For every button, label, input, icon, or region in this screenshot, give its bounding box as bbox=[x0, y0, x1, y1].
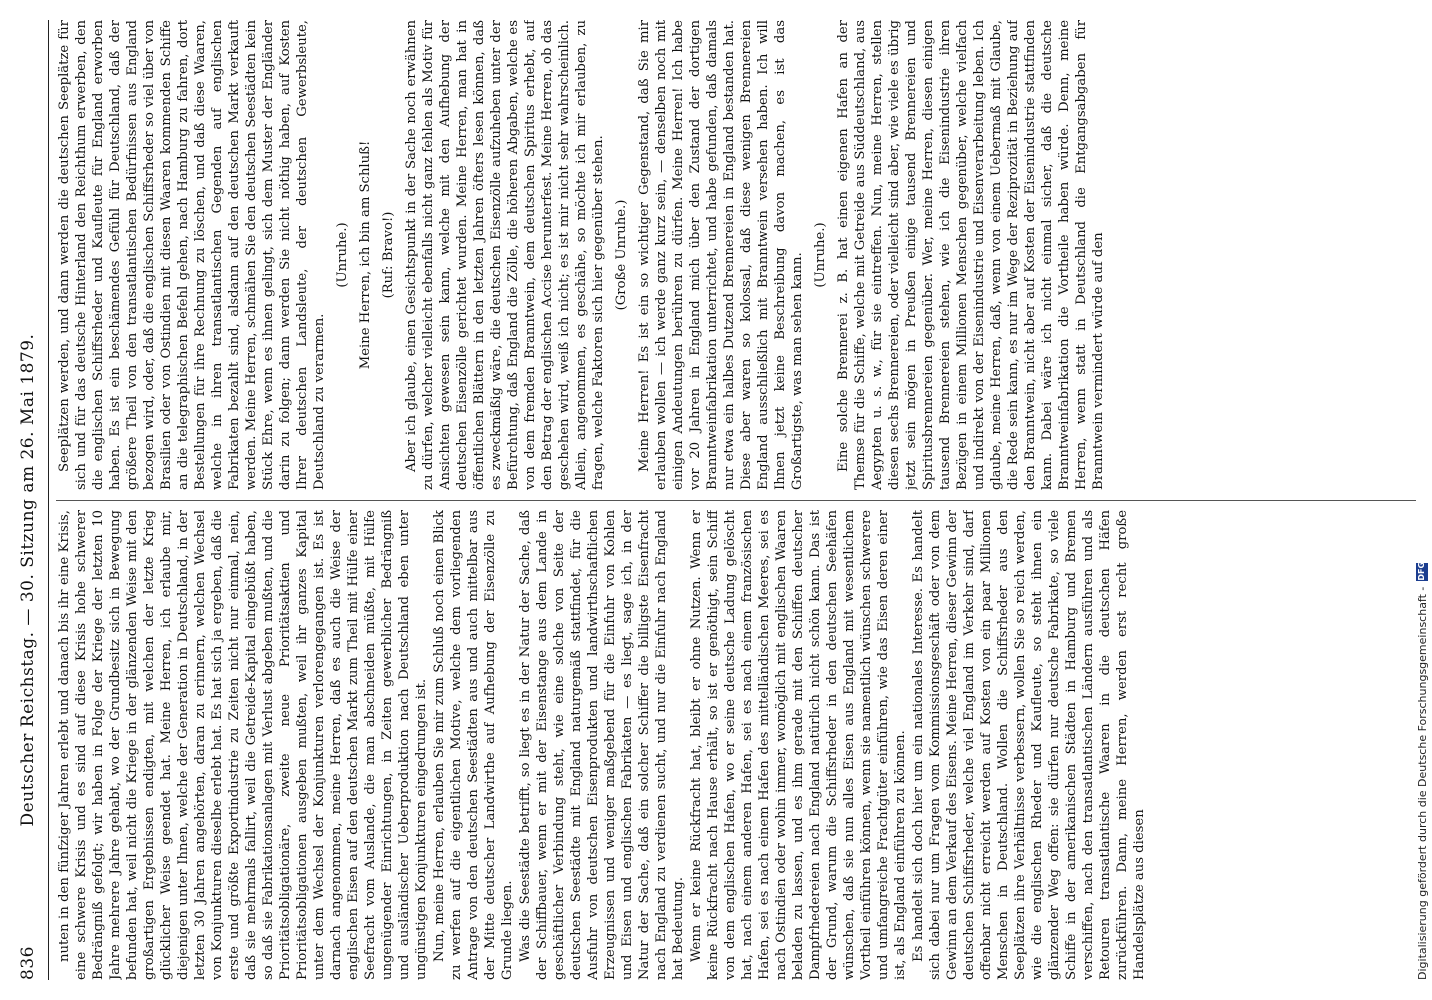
remark: (Unruhe.) bbox=[813, 222, 828, 288]
running-title: Deutscher Reichstag. — 30. Sitzung am 26. Mai 1879. bbox=[18, 333, 38, 827]
page-header bbox=[10, 20, 46, 980]
paragraph: Was die Seestädte betrifft, so liegt es in der Natur der Sache, daß der Schiffbauer, wenn er mit der Eisenstange aus dem Lande in geschäftlicher Verbindung steht, wie eine solche von Seite der deutschen Seestädte mit England naturgemäß stattfindet, für die Ausfuhr von deutschen Eisenprodukten und landwirthschaftlichen Erzeugnissen und weniger maßgebend für die Einfuhr von Kohlen und Eisen und englischen Fabrikaten — es liegt, sage ich, in der Natur der Sache, daß ein solcher Schiffer die billigste Eisenfracht nach England zu verdienen sucht, und nur die Einfuhr nach England hat Bedeutung. bbox=[518, 510, 686, 980]
column-divider bbox=[56, 500, 1416, 501]
paragraph: Eine solche Brennerei z. B. hat einen eigenen Hafen an der Themse für die Schiffe, welche mit Getreide aus Süddeutschland, aus Aegypten u. s. w., für sie eintreffen. Nun, meine Herren, stellen diesen sechs Brennereien, oder vielleicht sind aber, wie viele es übrig jetzt sein mögen in Preußen einige tausend Brennereien und Spiritusbrennereien gegenüber. Wer, meine Herren, diesen einigen tausend Brennereien stehen, wie ich die Eisenindustrie ihren Bezügen in einem Millionen Menschen gegenüber, welche vielfach und indirekt von der Eisenindustrie und Eisenverarbeitung leben. Ich glaube, meine Herren, daß, wenn von einem Uebermaß mit Glaube, die Rede sein kann, es nur im Wege der Reziprozität in Beziehung auf den Branntwein, nicht aber auf Kosten der Eisenindustrie stattfinden kann. Dabei wäre ich nicht einmal sicher, daß die deutsche Branntweinfabrikation die Vortheile haben würde. Denn, meine Herren, wenn statt in Deutschland die Entgangsabgaben für Branntwein vermindert würde auf den bbox=[836, 20, 1106, 490]
paragraph: Meine Herren! Es ist ein so wichtiger Gegenstand, daß Sie mir erlauben wollen — ich werde ganz kurz sein, — denselben noch mit einigen Andeutungen berühren zu dürfen. Meine Herren! Ich habe vor 20 Jahren in England mich über den Zustand der dortigen Branntweinfabrikation unterrichtet, und habe gefunden, daß damals nur etwa ein halbes Dutzend Brennereien in England bestanden hat. Diese aber waren so kolossal, daß diese wenigen Brennereien England ausschließlich mit Branntwein versehen haben. Ich will Ihnen jetzt keine Beschreibung davon machen, es ist das Großartigste, was man sehen kann. bbox=[637, 20, 805, 490]
digitization-note: Digitalisierung gefördert durch die Deutsche Forschungsgemeinschaft - bbox=[1415, 586, 1429, 980]
text-columns bbox=[56, 20, 1416, 980]
paragraph: Es handelt sich doch hier um ein nationales Interesse. Es handelt sich dabei nur um Fragen vom Kommissionsgeschäft oder von dem Gewinn an dem Verkauf des Eisens. Meine Herren, dieser Gewinn der deutschen Schiffsrheder, welche viel England im Verkehr sind, darf offenbar nicht erreicht werden auf Kosten von ein paar Millionen Menschen in Deutschland. Wollen die Schiffsrheder aus den Seeplätzen ihre Verhältnisse verbessern, wollen Sie so reich werden, wie die englischen Rheder und Kaufleute, so steht ihnen ein glänzender Weg offen: sie dürfen nur deutsche Fabrikate, so viele Schiffe in der amerikanischen Städten in Hamburg und Bremen verschiffen, nach den transatlantischen Ländern ausführen und als Retouren transatlantische Waaren in die deutschen Häfen zurückführen. Dann, meine Herren, werden erst recht große Handelsplätze aus diesen bbox=[911, 510, 1147, 980]
paragraph: Aber ich glaube, einen Gesichtspunkt in der Sache noch erwähnen zu dürfen, welcher vielleicht ebenfalls nicht ganz fehlen als Motiv für Ansichten gewesen sein kann, welche mit den Aufhebung der deutschen Eisenzölle gerichtet wurden. Meine Herren, man hat in öffentlichen Blättern in den letzten Jahren öfters lesen können, daß es zweckmäßig wäre, die deutschen Eisenzölle aufzuheben unter der Befürchtung, daß England die Zölle, die höheren Abgaben, welche es von dem fremden Branntwein, dem deutschen Spiritus erhebt, auf den Betrag der englischen Accise herunterfest. Meine Herren, ob das geschehen wird, weiß ich nicht; es ist mir nicht sehr wahrscheinlich. Allein, angenommen, es geschähe, so möchte ich mir erlauben, zu fragen, welche Faktoren sich hier gegenüber stehen. bbox=[404, 20, 606, 490]
paragraph: Wenn er keine Rückfracht hat, bleibt er ohne Nutzen. Wenn er keine Rückfracht nach Hause erhält, so ist er genöthigt, sein Schiff von dem englischen Hafen, wo er seine deutsche Ladung gelöscht hat, nach einem anderen Hafen, sei es nach einem französischen Hafen, sei es nach einem Hafen des mittelländischen Meeres, sei es nach Ostindien oder wohin immer, womöglich mit englischen Waaren beladen zu lassen, und es ihm gerade mit den Schiffen deutscher Dampfrhedereien nach England natürlich nicht schön kann. Das ist der Grund, warum die Schiffsrheder in den deutschen Seehäfen wünschen, daß sie nun alles Eisen aus England mit wesentlichem Vortheil einführen können, wenn sie namentlich wünschen schwerere und umfangreiche Frachtgüter einführen, wie das Eisen deren einer ist, als England einführen zu können. bbox=[689, 510, 908, 980]
remark: (Große Unruhe.) bbox=[614, 199, 629, 311]
digitization-footer bbox=[1414, 20, 1430, 980]
paragraph: Meine Herren, ich bin am Schluß! bbox=[358, 140, 373, 370]
page-number: 836 bbox=[18, 946, 38, 980]
remark: (Ruf: Bravo!) bbox=[381, 211, 396, 299]
remark: (Unruhe.) bbox=[335, 222, 350, 288]
right-column bbox=[56, 20, 1416, 490]
header-rule bbox=[48, 20, 49, 980]
paragraph: nuten in den fünfziger Jahren erlebt und danach bis ihr eine Krisis, eine schwere Krisis und es sind auf diese Krisis hohe schwerer Bedrängniß gefolgt; wir haben in Folge der Kriege der letzten 10 Jahre mehrere Jahre gehabt, wo der Grundbesitz sich in Bewegung befunden hat, weil nicht die Kriege in der glänzenden Weise mit den großartigen Ergebnissen endigten, mit welchen der letzte Krieg glücklicher Weise geendet hat. Meine Herren, ich erlaube mir, diejenigen unter Ihnen, welche der Generation in Deutschland, in der letzten 30 Jahren angehörten, daran zu erinnern, welchen Wechsel von Konjunkturen dieselbe erlebt hat. Es hat sich ja ergeben, daß die erste und größte Exportindustrie zu Zeiten nicht nur einmal, nein, daß sie mehrmals fallirt, weil die Getreide-Kapital eingebüßt haben, so daß sie Fabrikationsanlagen mit Verlust abgeben mußten, und die Prioritätsobligationäre, zweite neue Prioritätsaktien und Prioritätsobligationen ausgeben mußten, weil ihr ganzes Kapital unter dem Wechsel der Konjunkturen verlorengegangen ist. Es ist darnach angenommen, meine Herren, daß es auch die Weise der englischen Eisen auf den deutschen Markt zum Theil mit Hülfe einer Seefracht vom Auslande, die man abschneiden müßte, mit Hülfe ungenügender Einrichtungen, in Zeiten gewerblicher Bedrängniß und ausländischer Ueberproduktion nach Deutschland eben unter ungünstigen Konjunkturen eingedrungen ist. bbox=[57, 510, 429, 980]
dfg-logo: DFG bbox=[1417, 561, 1426, 581]
paragraph: Seeplätzen werden, und dann werden die deutschen Seeplätze für sich und für das deutsche Hinterland den Reichthum erwerben, den die englischen Schiffsrheder und Kaufleute für England erworben haben. Es ist ein beschämendes Gefühl für Deutschland, daß der größere Theil von den transatlantischen Bedürfnissen aus England bezogen wird, oder, daß die englischen Schiffsrheder so viel über von Brasilien oder von Ostindien mit diesen Waaren kommenden Schiffe an die telegraphischen Befehl gehen, nach Hamburg zu fahren, dort Bestellungen für ihre Rechnung zu löschen, und daß diese Waaren, welche in ihren transatlantischen Gegenden auf englischen Fabrikaten bezahlt sind, alsdann auf den deutschen Markt verkauft werden. Meine Herren, schmähen Sie den deutschen Seestädten kein Stück Ehre, wenn es ihnen gelingt, sich dem Muster der Engländer darin zu folgen; dann werden Sie nicht nöthig haben, auf Kosten Ihrer deutschen Landsleute, der deutschen Gewerbsleute, Deutschland zu verarmen. bbox=[57, 20, 327, 490]
left-column bbox=[56, 510, 1416, 980]
paragraph: Nun, meine Herren, erlauben Sie mir zum Schluß noch einen Blick zu werfen auf die eigentlichen Motive, welche dem vorliegenden Antrage von den deutschen Seestädten aus und auch mittelbar aus der Mitte deutscher Landwirthe auf Aufhebung der Eisenzölle zu Grunde liegen. bbox=[432, 510, 515, 980]
